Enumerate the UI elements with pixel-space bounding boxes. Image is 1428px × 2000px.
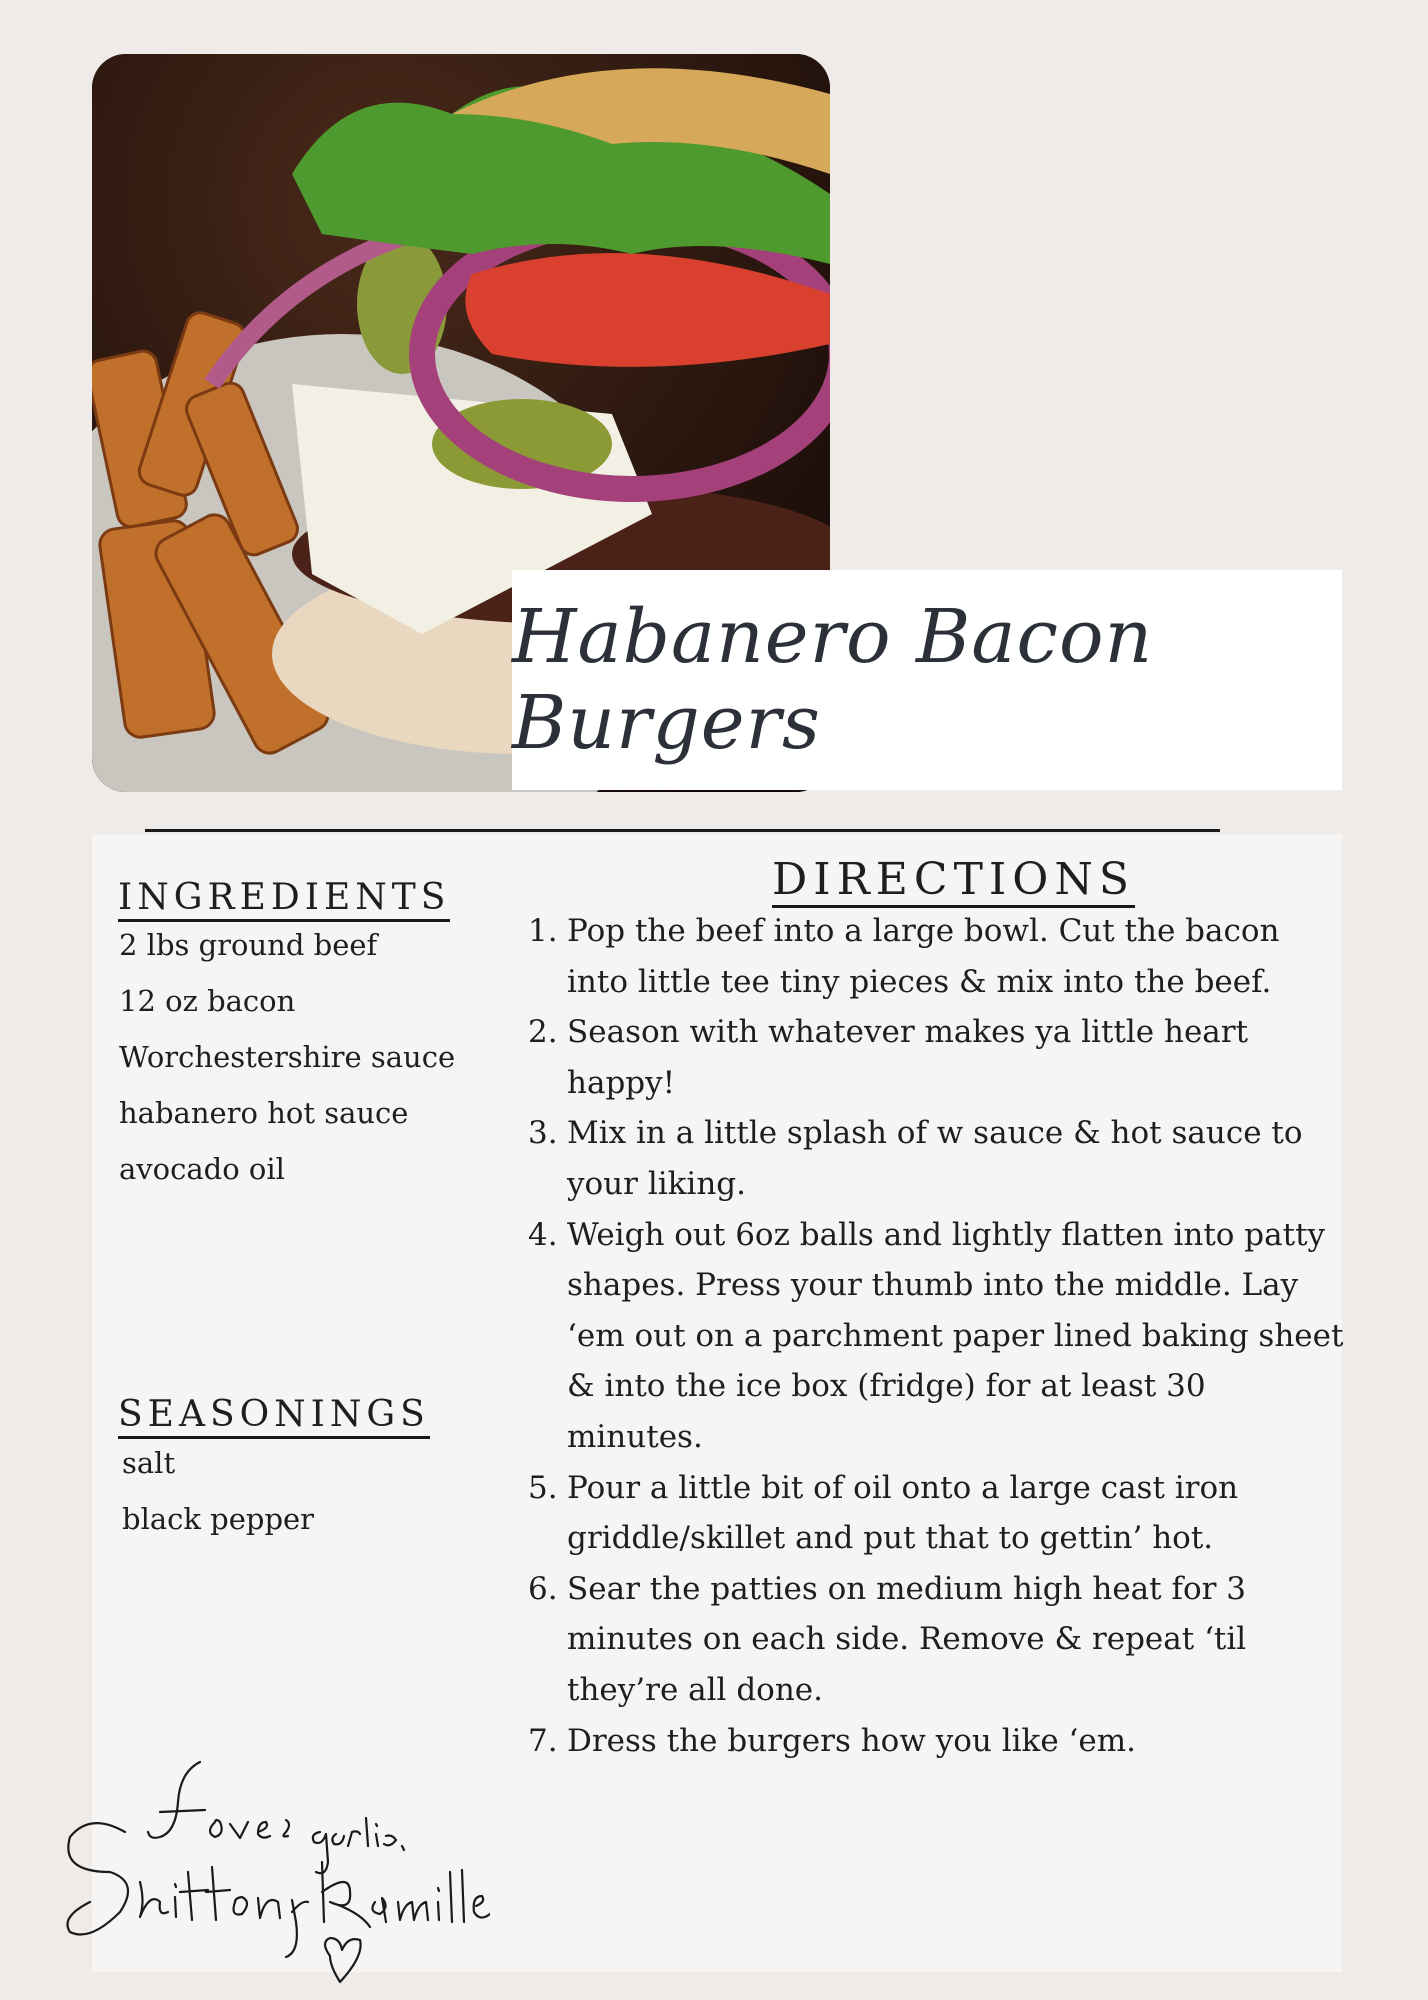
list-item: 2 lbs ground beef <box>119 928 378 962</box>
step-text: Season with whatever makes ya little heart happy! <box>567 1014 1249 1101</box>
ingredients-list <box>119 917 455 1197</box>
recipe-title: Habanero Bacon Burgers <box>512 594 1154 766</box>
list-item: 12 oz bacon <box>119 984 296 1018</box>
title-card <box>512 570 1342 790</box>
direction-step <box>528 1564 1348 1716</box>
seasonings-list <box>122 1435 314 1547</box>
direction-step <box>528 1108 1348 1209</box>
direction-step <box>528 1007 1348 1108</box>
step-number: 5. <box>528 1469 558 1506</box>
signature-icon <box>30 1742 490 1992</box>
step-text: Mix in a little splash of w sauce & hot sauce to your liking. <box>567 1115 1303 1202</box>
list-item: Worchestershire sauce <box>119 1040 456 1074</box>
direction-step <box>528 1463 1348 1564</box>
step-number: 2. <box>528 1014 558 1051</box>
step-text: Weigh out 6oz balls and lightly flatten into patty shapes. Press your thumb into the middle. Lay ‘em out on a parchment paper lined baking sheet & into the ice box (fridge) for at least 30 minutes. <box>567 1216 1344 1455</box>
direction-step <box>528 906 1348 1007</box>
direction-step <box>528 1210 1348 1463</box>
ingredients-heading: INGREDIENTS <box>118 880 450 922</box>
list-item: black pepper <box>122 1502 315 1536</box>
signature <box>30 1742 490 1992</box>
step-text: Pour a little bit of oil onto a large cast iron griddle/skillet and put that to gettin’ hot. <box>567 1469 1239 1557</box>
list-item: avocado oil <box>119 1152 285 1186</box>
list-item: salt <box>122 1446 176 1480</box>
step-text: Pop the beef into a large bowl. Cut the bacon into little tee tiny pieces & mix into the beef. <box>567 913 1280 1000</box>
step-number: 6. <box>528 1570 558 1607</box>
step-number: 4. <box>528 1216 558 1253</box>
directions-heading: DIRECTIONS <box>772 858 1135 908</box>
step-number: 1. <box>528 913 558 949</box>
step-text: Sear the patties on medium high heat for 3 minutes on each side. Remove & repeat ‘til they’re all done. <box>567 1570 1247 1708</box>
step-text: Dress the burgers how you like ‘em. <box>567 1722 1136 1759</box>
seasonings-heading: SEASONINGS <box>118 1397 430 1439</box>
directions-list <box>528 906 1348 1766</box>
step-number: 3. <box>528 1115 558 1152</box>
direction-step <box>528 1716 1348 1767</box>
divider <box>145 829 1220 832</box>
step-number: 7. <box>528 1722 558 1759</box>
list-item: habanero hot sauce <box>119 1096 409 1130</box>
